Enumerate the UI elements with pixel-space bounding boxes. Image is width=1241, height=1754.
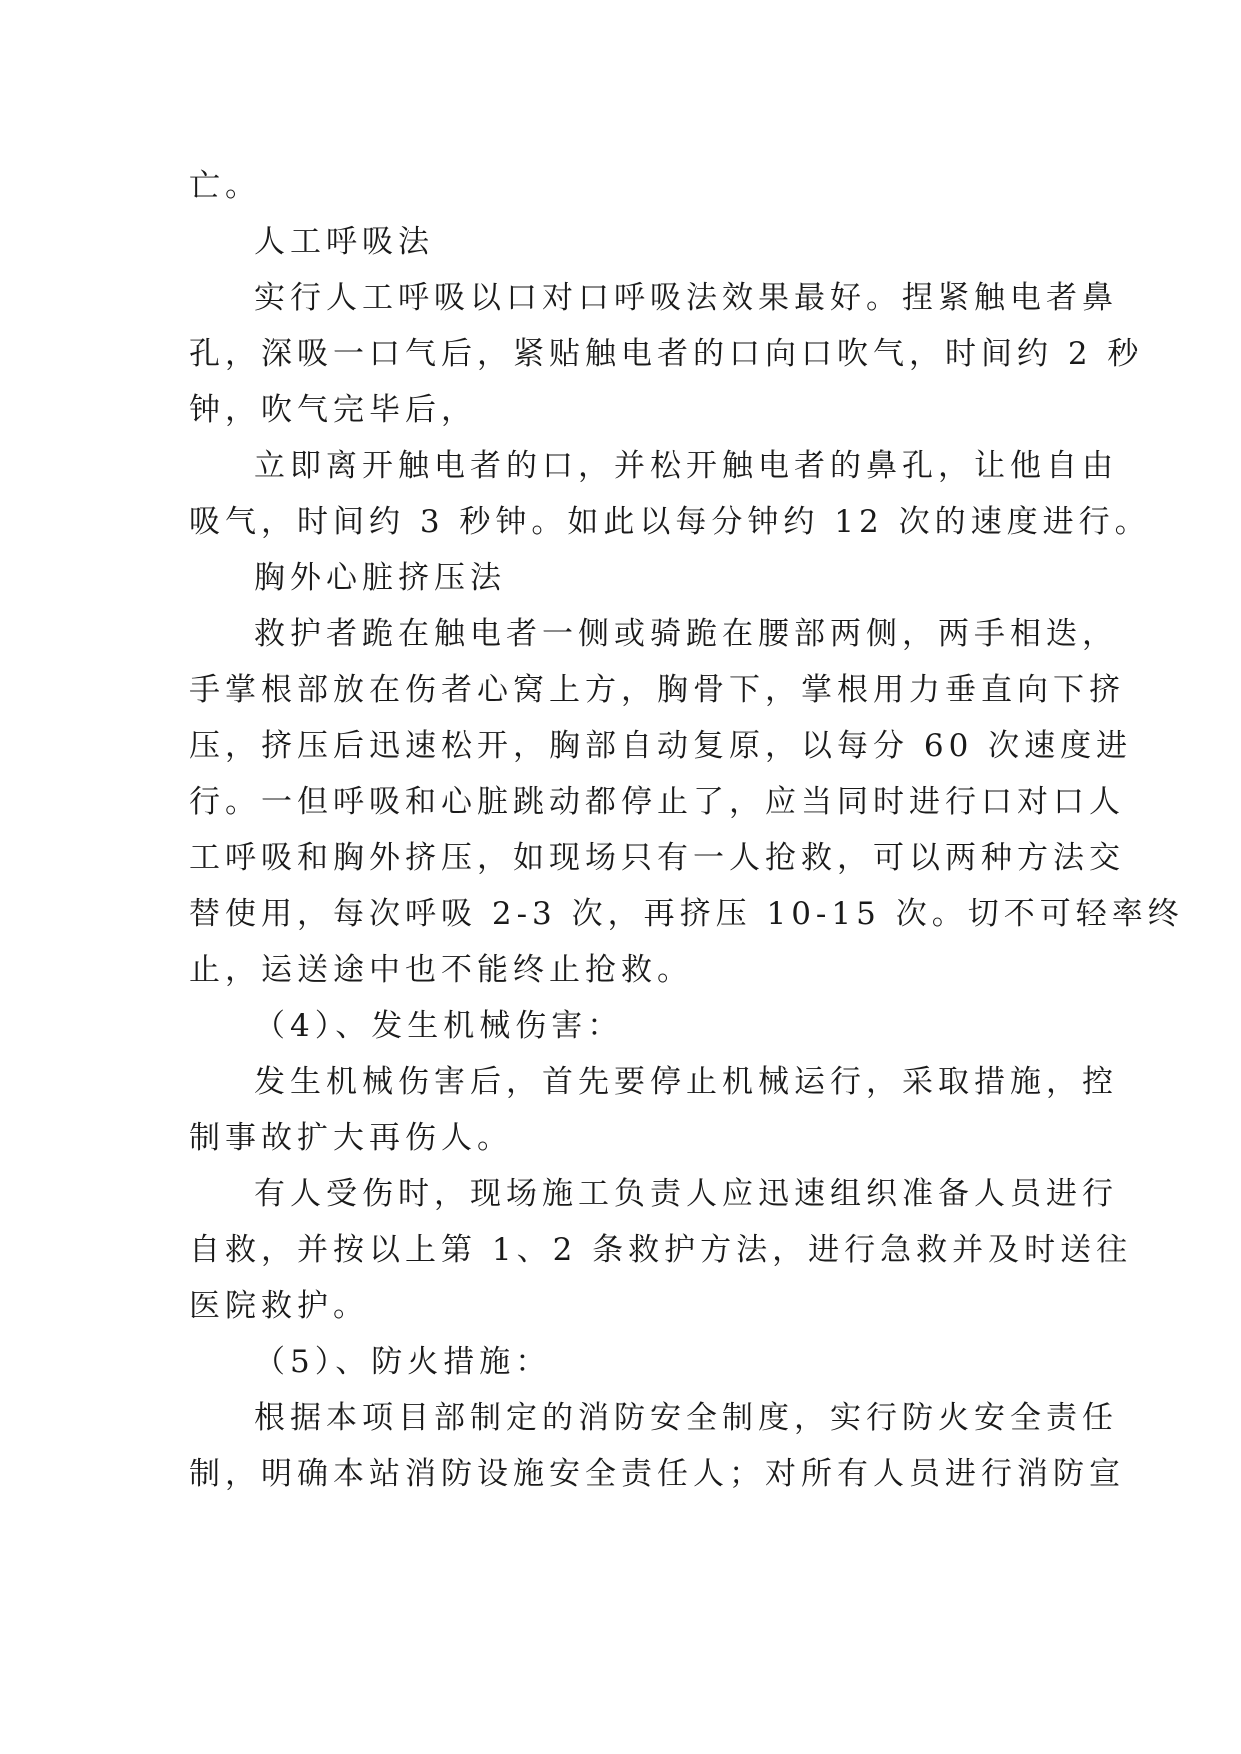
- section-heading: （5）、防火措施：: [254, 1344, 552, 1380]
- text-line: 亡。: [189, 168, 261, 204]
- text-line: 自救，并按以上第 1、2 条救护方法，进行急救并及时送往: [189, 1232, 1133, 1268]
- text-line: 手掌根部放在伤者心窝上方，胸骨下，掌根用力垂直向下挤: [189, 672, 1125, 708]
- text-line: 实行人工呼吸以口对口呼吸法效果最好。捏紧触电者鼻: [254, 280, 1118, 316]
- text-line: 压，挤压后迅速松开，胸部自动复原，以每分 60 次速度进: [189, 728, 1133, 764]
- text-line: 救护者跪在触电者一侧或骑跪在腰部两侧，两手相迭，: [254, 616, 1118, 652]
- text-line: 止，运送途中也不能终止抢救。: [189, 952, 693, 988]
- text-line: 工呼吸和胸外挤压，如现场只有一人抢救，可以两种方法交: [189, 840, 1125, 876]
- text-line: 钟，吹气完毕后，: [189, 392, 477, 428]
- text-line: 发生机械伤害后，首先要停止机械运行，采取措施，控: [254, 1064, 1118, 1100]
- text-line: 制事故扩大再伤人。: [189, 1120, 513, 1156]
- text-line: 有人受伤时，现场施工负责人应迅速组织准备人员进行: [254, 1176, 1118, 1212]
- text-line: 孔，深吸一口气后，紧贴触电者的口向口吹气，时间约 2 秒: [189, 336, 1144, 372]
- section-heading: 胸外心脏挤压法: [254, 560, 506, 596]
- text-line: 根据本项目部制定的消防安全制度，实行防火安全责任: [254, 1400, 1118, 1436]
- text-line: 替使用，每次呼吸 2-3 次，再挤压 10-15 次。切不可轻率终: [189, 896, 1184, 932]
- text-line: 立即离开触电者的口，并松开触电者的鼻孔，让他自由: [254, 448, 1118, 484]
- text-line: 吸气，时间约 3 秒钟。如此以每分钟约 12 次的速度进行。: [189, 504, 1151, 540]
- text-line: 制，明确本站消防设施安全责任人；对所有人员进行消防宣: [189, 1456, 1125, 1492]
- text-line: 医院救护。: [189, 1288, 369, 1324]
- section-heading: （4）、发生机械伤害：: [254, 1008, 624, 1044]
- text-line: 行。一但呼吸和心脏跳动都停止了，应当同时进行口对口人: [189, 784, 1125, 820]
- section-heading: 人工呼吸法: [254, 224, 434, 260]
